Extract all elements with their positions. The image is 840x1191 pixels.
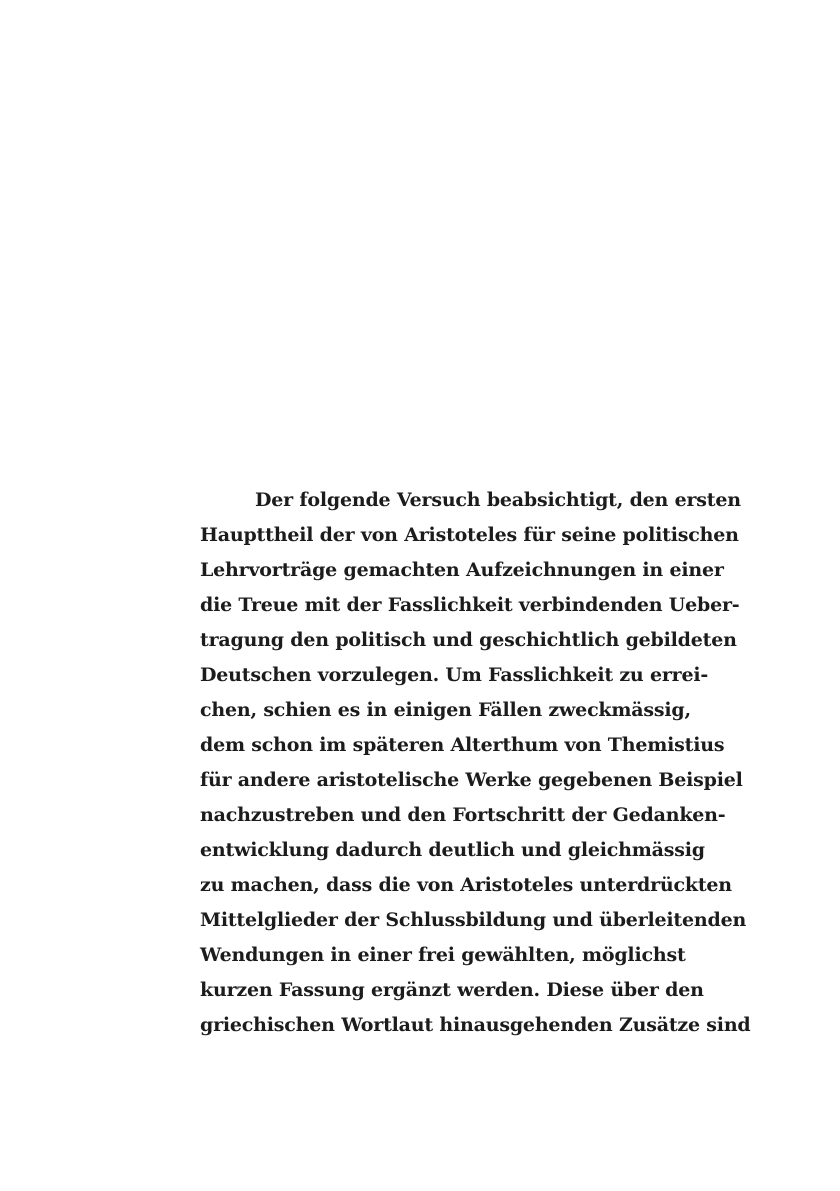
text-line: zu machen, dass die von Aristoteles unterdrückten [200, 874, 732, 896]
text-line: dem schon im späteren Alterthum von Themistius [200, 734, 725, 756]
text-line: entwicklung dadurch deutlich und gleichmässig [200, 839, 705, 861]
text-line: chen, schien es in einigen Fällen zweckmässig, [200, 699, 691, 721]
text-line: Der folgende Versuch beabsichtigt, den ersten [255, 489, 741, 511]
text-line: die Treue mit der Fasslichkeit verbindenden Ueber- [200, 594, 740, 616]
text-line: für andere aristotelische Werke gegebenen Beispiel [200, 769, 743, 791]
text-line: griechischen Wortlaut hinausgehenden Zusätze sind [200, 1014, 751, 1036]
text-line: Wendungen in einer frei gewählten, möglichst [200, 944, 686, 966]
text-line: Lehrvorträge gemachten Aufzeichnungen in einer [200, 559, 724, 581]
text-line: kurzen Fassung ergänzt werden. Diese über den [200, 979, 704, 1001]
text-line: Deutschen vorzulegen. Um Fasslichkeit zu errei- [200, 664, 709, 686]
text-line: Haupttheil der von Aristoteles für seine politischen [200, 524, 739, 546]
text-line: tragung den politisch und geschichtlich gebildeten [200, 629, 737, 651]
text-line: nachzustreben und den Fortschritt der Gedanken- [200, 804, 726, 826]
body-paragraph [200, 483, 751, 1043]
text-line: Mittelglieder der Schlussbildung und überleitenden [200, 909, 747, 931]
